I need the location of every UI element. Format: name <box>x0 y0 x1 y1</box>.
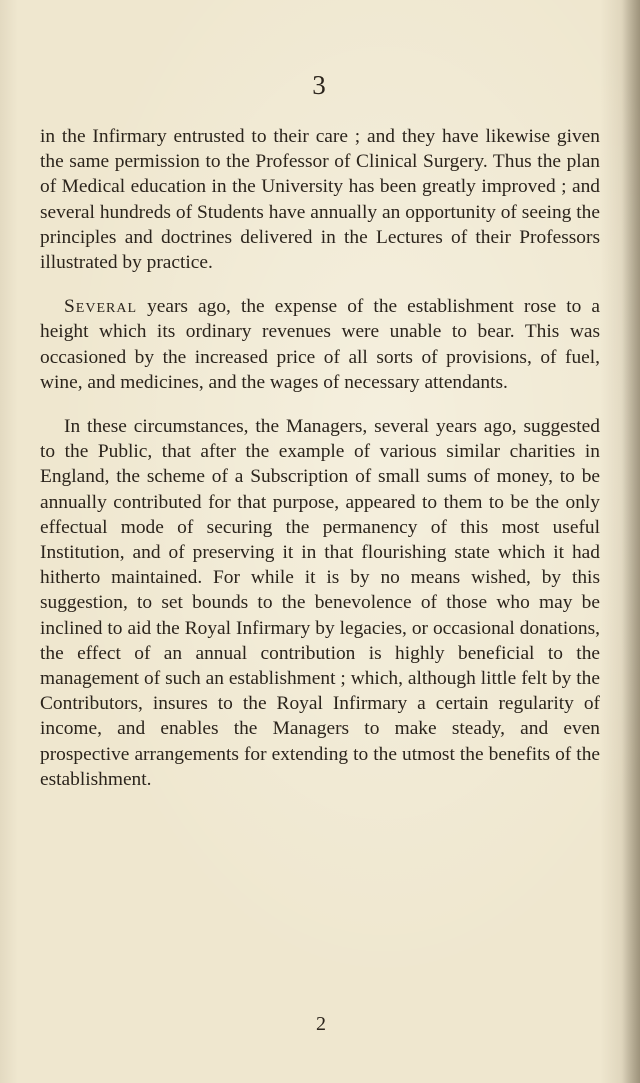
paragraph-1 <box>40 124 600 275</box>
paragraph-2 <box>40 294 600 395</box>
paragraph-3-text: In these circumstances, the Managers, several years ago, suggested to the Public, that after the example of various similar charities in England, the scheme of a Subscription of small sums of money, to be annually contributed for that purpose, appeared to them to be the only effectual mode of securing the permanency of this most useful Institution, and of preserving it in that flourishing state which it had hitherto maintained. For while it is by no means wished, by this suggestion, to set bounds to the benevolence of those who may be inclined to aid the Royal Infirmary by legacies, or occasional donations, the effect of an annual contribution is highly beneficial to the management of such an establishment ; which, although little felt by the Contributors, insures to the Royal Infirmary a certain regularity of income, and enables the Managers to make steady, and even prospective arrangements for extending to the utmost the benefits of the establishment. <box>40 416 600 790</box>
page-binding-edge <box>622 0 640 1083</box>
paragraph-2-text: years ago, the expense of the establishment rose to a height which its ordinary revenues were unable to bear. This was occasioned by the increased price of all sorts of provisions, of fuel, wine, and medicines, and the wages of necessary attendants. <box>40 296 600 393</box>
paragraph-2-lead: Several <box>64 296 137 318</box>
paragraph-3 <box>40 414 600 792</box>
paragraph-1-text: in the Infirmary entrusted to their care ; and they have likewise given the same permission to the Professor of Clinical Surgery. Thus the plan of Medical education in the University has been greatly improved ; and several hundreds of Students have annually an opportunity of seeing the principles and doctrines delivered in the Lectures of their Professors illustrated by practice. <box>40 126 600 274</box>
page-number: 3 <box>312 70 326 100</box>
body-text <box>40 124 600 811</box>
signature-mark: 2 <box>316 1013 326 1035</box>
